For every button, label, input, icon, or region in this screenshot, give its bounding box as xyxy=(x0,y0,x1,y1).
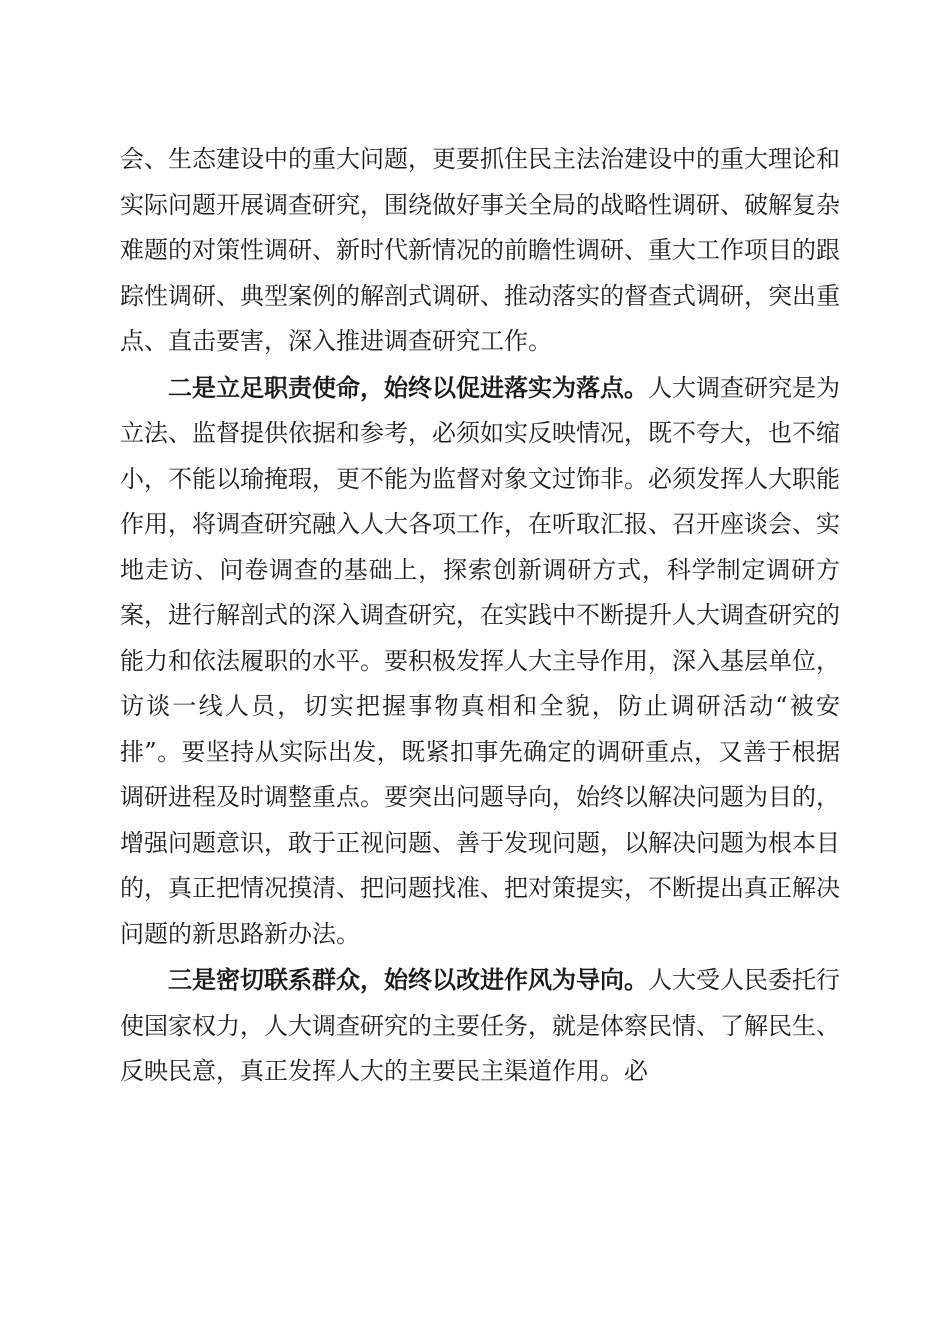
paragraph-text: 人大调查研究是为立法、监督提供依据和参考，必须如实反映情况，既不夸大，也不缩小，不能以瑜掩瑕，更不能为监督对象文过饰非。必须发挥人大职能作用，将调查研究融入人大各项工作，在听取汇报、召开座谈会、实地走访、问卷调查的基础上，探索创新调研方式，科学制定调研方案，进行解剖式的深入调查研究，在实践中不断提升人大调查研究的能力和依法履职的水平。要积极发挥人大主导作用，深入基层单位，访谈一线人员，切实把握事物真相和全貌，防止调研活动“被安排”。要坚持从实际出发，既紧扣事先确定的调研重点，又善于根据调研进程及时调整重点。要突出问题导向，始终以解决问题为目的，增强问题意识，敢于正视问题、善于发现问题，以解决问题为根本目的，真正把情况摸清、把问题找准、把对策提实，不断提出真正解决问题的新思路新办法。 xyxy=(120,373,840,948)
paragraph-point-two xyxy=(120,365,840,958)
paragraph-continuation xyxy=(120,137,840,365)
paragraph-text: 人大受人民委托行使国家权力，人大调查研究的主要任务，就是体察民情、了解民生、反映民意，真正发挥人大的主要民主渠道作用。必 xyxy=(120,966,840,1085)
paragraph-lead-heading: 二是立足职责使命，始终以促进落实为落点。 xyxy=(168,372,648,402)
paragraph-lead-heading: 三是密切联系群众，始终以改进作风为导向。 xyxy=(168,965,648,994)
paragraph-text: 会、生态建设中的重大问题，更要抓住民主法治建设中的重大理论和实际问题开展调查研究，围绕做好事关全局的战略性调研、破解复杂难题的对策性调研、新时代新情况的前瞻性调研、重大工作项目的跟踪性调研、典型案例的解剖式调研、推动落实的督查式调研，突出重点、直击要害，深入推进调查研究工作。 xyxy=(120,145,840,355)
paragraph-point-three xyxy=(120,957,840,1095)
document-page xyxy=(120,137,840,1095)
